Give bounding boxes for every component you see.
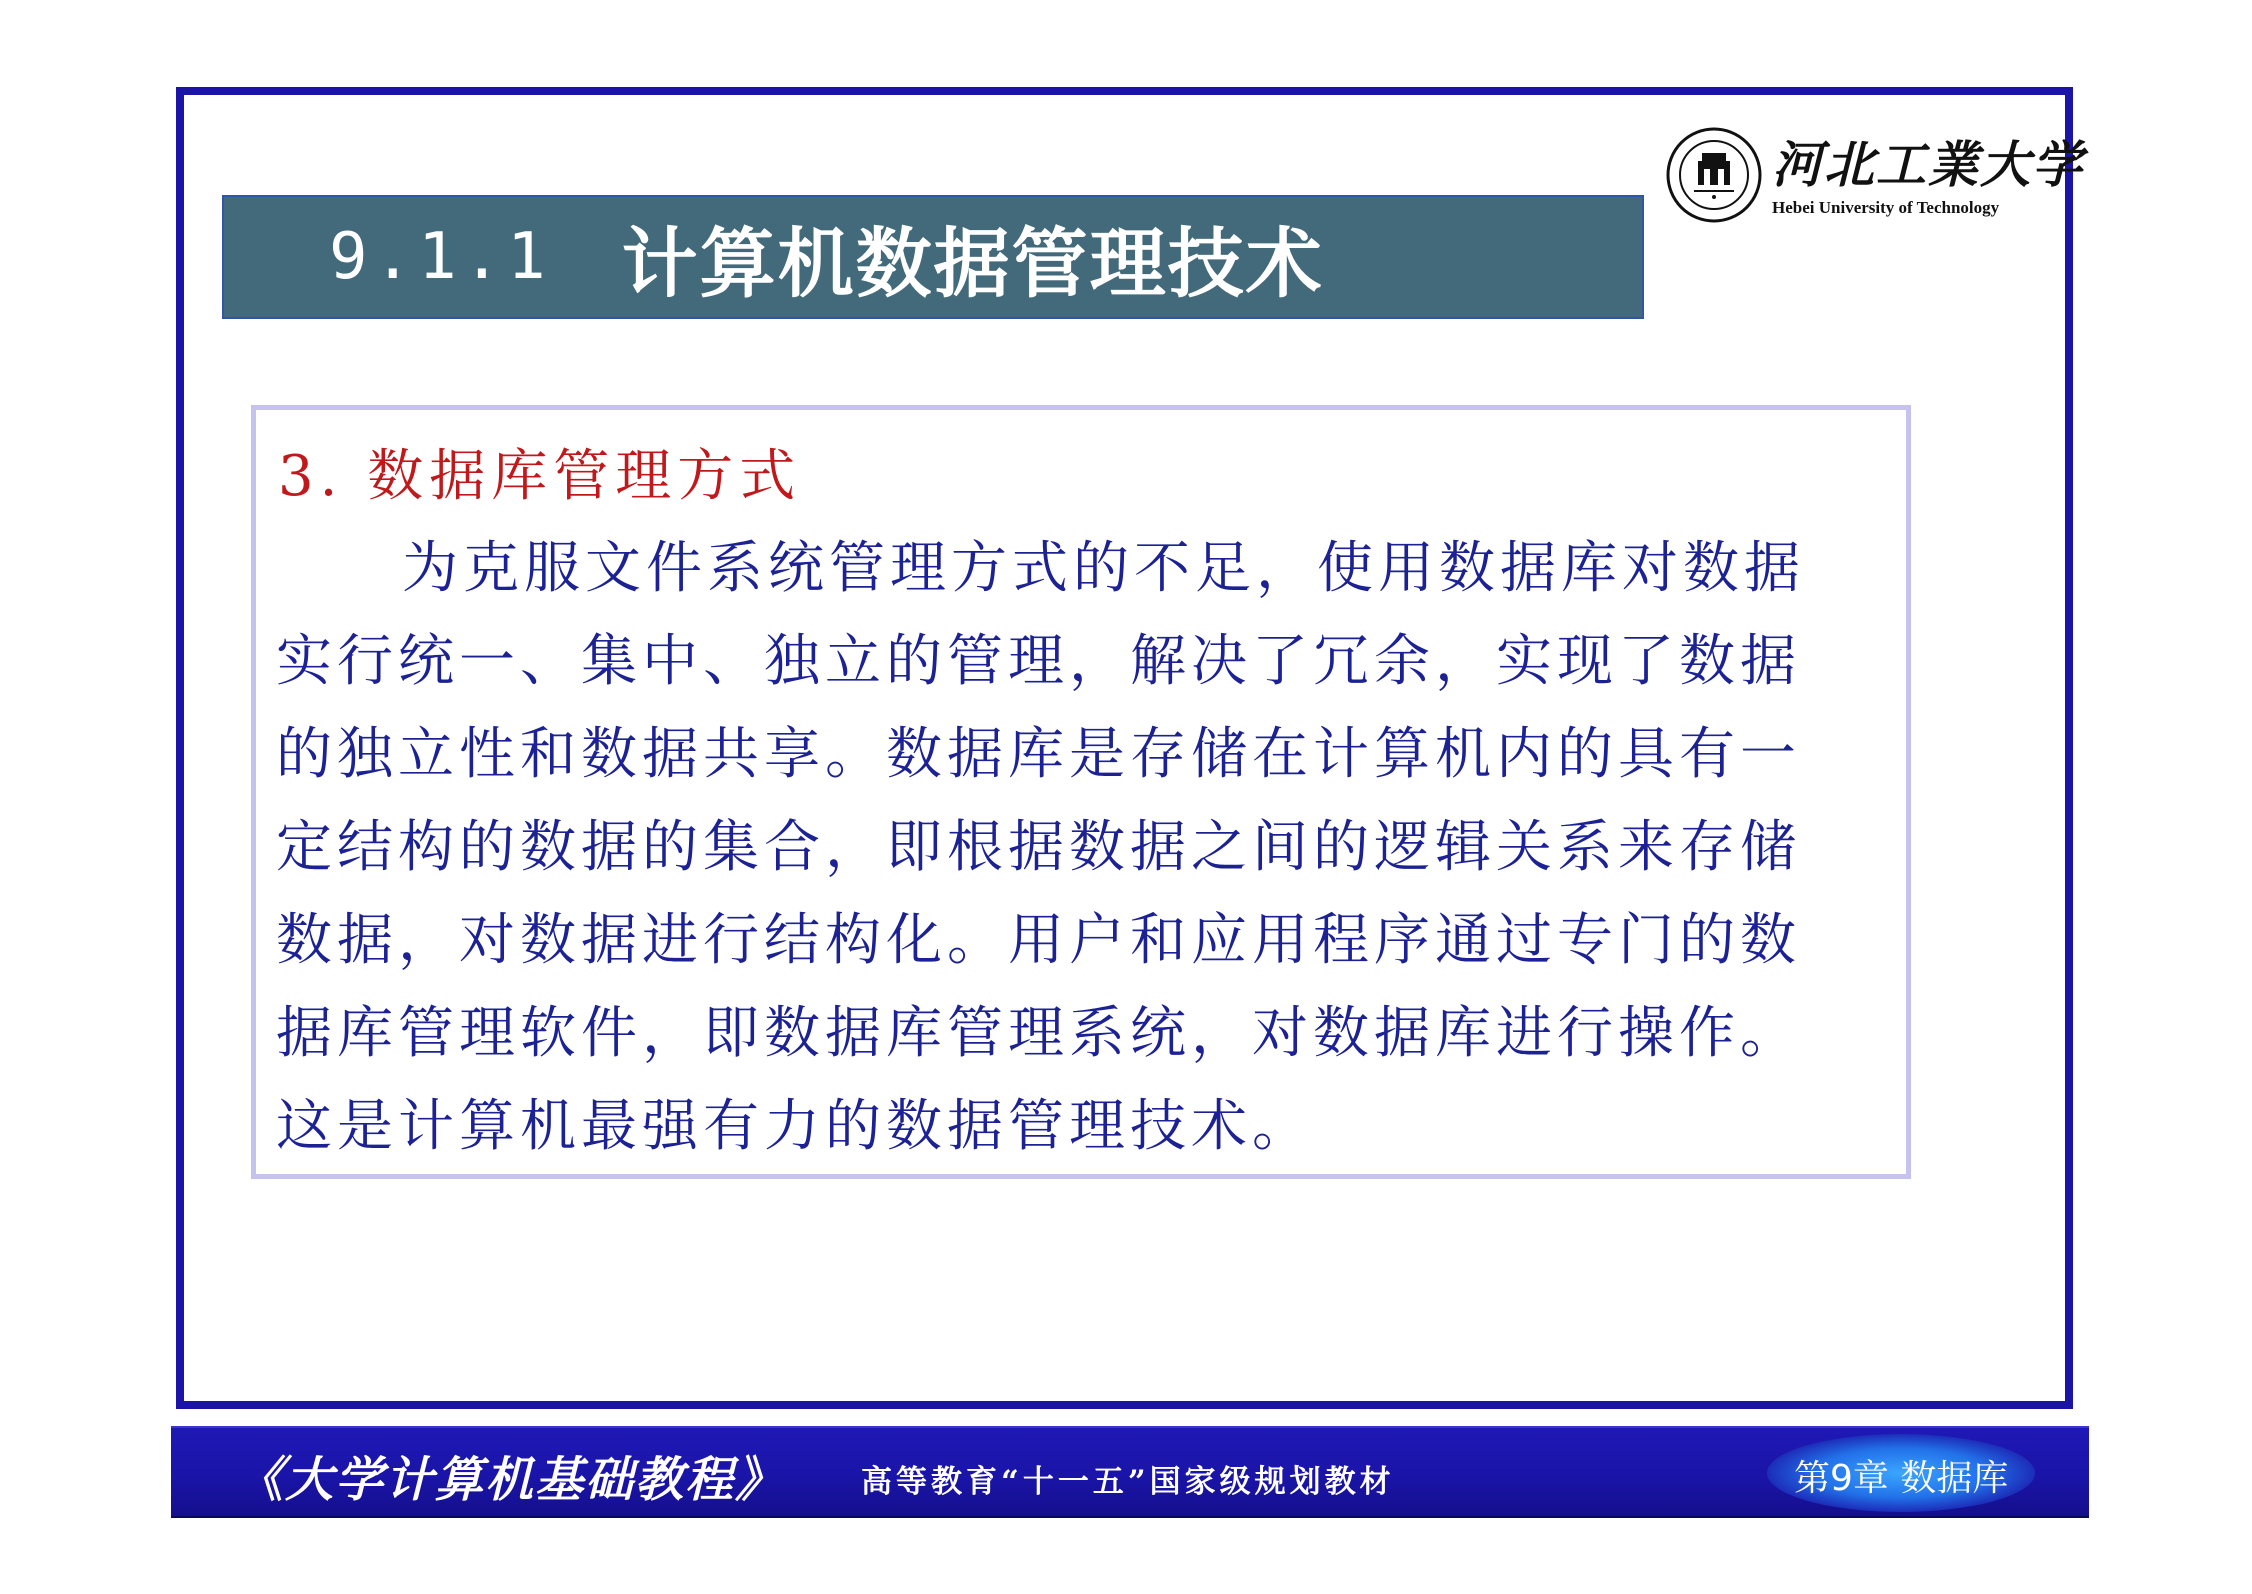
university-logo [1664, 125, 2084, 231]
series-label: 高等教育“十一五”国家级规划教材 [861, 1464, 1395, 1500]
content-heading: 3. 数据库管理方式 [278, 444, 802, 509]
footer-bar [171, 1426, 2089, 1518]
paragraph-line: 为克服文件系统管理方式的不足，使用数据库对数据 [402, 536, 1805, 601]
university-english-name: Hebei University of Technology [1772, 198, 2000, 217]
chapter-label: 第9章 数据库 [1794, 1458, 2009, 1499]
paragraph-line: 实行统一、集中、独立的管理，解决了冗余，实现了数据 [276, 629, 1801, 694]
paragraph-line: 数据，对数据进行结构化。用户和应用程序通过专门的数 [276, 908, 1801, 973]
university-seal-icon [1664, 125, 1764, 225]
university-name: 河北工業大学 [1772, 135, 2084, 194]
paragraph-line: 的独立性和数据共享。数据库是存储在计算机内的具有一 [276, 722, 1801, 787]
section-title: 计算机数据管理技术 [621, 218, 1324, 308]
paragraph-line: 据库管理软件，即数据库管理系统，对数据库进行操作。 [276, 1001, 1801, 1066]
book-title: 《大学计算机基础教程》 [235, 1452, 786, 1508]
section-number: 9.1.1 [329, 220, 552, 294]
section-title-bar [222, 195, 1644, 319]
paragraph-line: 这是计算机最强有力的数据管理技术。 [276, 1094, 1313, 1159]
paragraph-line: 定结构的数据的集合，即根据数据之间的逻辑关系来存储 [276, 815, 1801, 880]
